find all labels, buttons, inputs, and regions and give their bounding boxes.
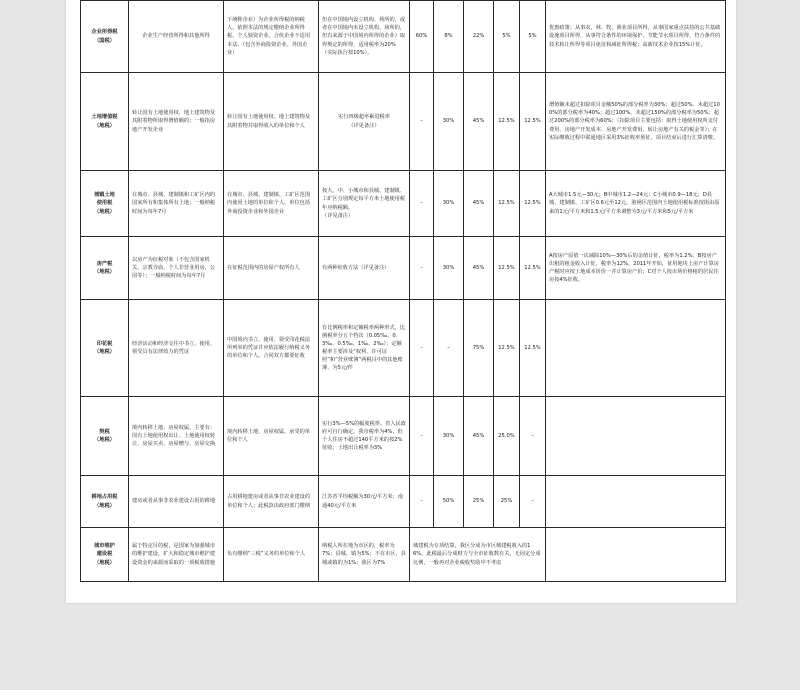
scope-cell: 在城市、县城、建制镇、工矿区范围内使用土地的单位和个人，单位包括外商投资企业和外国企业	[224, 171, 319, 237]
share-2: 50%	[434, 476, 464, 528]
share-4: 25.0%	[494, 397, 520, 476]
rate-cell: 江苏省平均税额为30元/平方米；南通40元/平方米	[319, 476, 410, 528]
share-3: 22%	[464, 1, 494, 73]
tax-name: 城市维护 建设税 （地税）	[81, 528, 129, 582]
taxpayer-desc: 在城市、县城、建制镇和工矿区内的国家所有和集体所有土地；一般纳税时间为每年7月	[129, 171, 224, 237]
rate-cell: 纳税人所在地为市区的，税率为7%；县城、镇为5%；不在市区、县城或镇的为1%；我区为7%	[319, 528, 410, 582]
share-1: –	[410, 300, 434, 397]
share-3: 75%	[464, 300, 494, 397]
taxpayer-desc: 企业生产经营所得和其他所得	[129, 1, 224, 73]
share-5: 12.5%	[520, 300, 546, 397]
table-row	[81, 397, 726, 476]
table-row	[81, 73, 726, 171]
share-1: –	[410, 237, 434, 300]
share-4: 12.5%	[494, 237, 520, 300]
share-4: 25%	[494, 476, 520, 528]
share-1: –	[410, 171, 434, 237]
table-row	[81, 300, 726, 397]
scope-cell: 下统称企业）为企业所得税的纳税人，依照本法的规定缴纳企业所得税。个人独资企业、合伙企业不适用本法。（包含外商投资企业、外国企业）	[224, 1, 319, 73]
share-2: 30%	[434, 171, 464, 237]
share-3: 45%	[464, 237, 494, 300]
notes-cell	[546, 300, 726, 397]
tax-table	[80, 0, 726, 582]
notes-cell: 增值额未超过扣除项目金额50%的部分税率为30%；超过50%、未超过100%的部分税率为40%；超过100%、未超过150%的部分税率为50%；超过200%的部分税率为60%；（扣除项目主要包括：取得土地使用权所支付费用、房地产开发成本、房地产开发费用、转让房地产有关的税金等）；在实际缴收过程中联通地区采用3%征收率预征，项目结束后进行汇算清缴。	[546, 73, 726, 171]
share-2: 30%	[434, 397, 464, 476]
scope-cell: 中国境内书立、使用、领受印花税法所列举的凭证并应依法履行纳税义务的单位和个人。合同双方都要征收	[224, 300, 319, 397]
table-row	[81, 1, 726, 73]
spreadsheet-page	[66, 0, 736, 603]
scope-cell: 在征税范围内的房屋产权所有人	[224, 237, 319, 300]
tax-name: 耕地占用税 （地税）	[81, 476, 129, 528]
table-row	[81, 476, 726, 528]
share-3: 25%	[464, 476, 494, 528]
share-5: 12.5%	[520, 171, 546, 237]
taxpayer-desc: 经济活动和经济交往中书立、使用、领受具有法律效力的凭证	[129, 300, 224, 397]
share-merged-cell: 城建税为专项结算，我区分成为市区城建税收入的16%。此税最后分成财力与全市征收数有关，无固定分成比例，一般再对企业税收奖励中不考虑	[410, 528, 546, 582]
table-row	[81, 528, 726, 582]
share-3: 45%	[464, 397, 494, 476]
share-4: 12.5%	[494, 171, 520, 237]
notes-cell	[546, 397, 726, 476]
taxpayer-desc: 以房产为征税对象（不包含国家机关、宗教寺庙、个人非营业用房、公园等）；一般纳税时间为每年7月	[129, 237, 224, 300]
share-5: 5%	[520, 1, 546, 73]
share-1: –	[410, 73, 434, 171]
share-5: 12.5%	[520, 237, 546, 300]
table-row	[81, 237, 726, 300]
share-2: 30%	[434, 73, 464, 171]
notes-cell	[546, 476, 726, 528]
taxpayer-desc: 转让国有土地使用权、地上建筑物及其附着物所取得增值额的；一般指房地产开发企业	[129, 73, 224, 171]
share-1: –	[410, 397, 434, 476]
share-3: 45%	[464, 73, 494, 171]
scope-cell: 负有缴纳“三税”义务的单位和个人	[224, 528, 319, 582]
taxpayer-desc: 境内转移土地、房屋权属，主要有：国有土地使用权出让、土地使用权转让、房屋买卖、房屋赠与、房屋交换	[129, 397, 224, 476]
share-4: 12.5%	[494, 73, 520, 171]
share-5: –	[520, 476, 546, 528]
rate-cell: 有两种征收方法（详见备注）	[319, 237, 410, 300]
tax-name: 企业所得税 （国税）	[81, 1, 129, 73]
table-row	[81, 171, 726, 237]
share-3: 45%	[464, 171, 494, 237]
rate-cell: 但在中国境内设立机构、场所的，或者在中国境内未设立机构、场所的，但有来源于中国境内所得的企业）取得规定的所得，适用税率为20%（实际执行按10%）。	[319, 1, 410, 73]
tax-name: 印花税 （地税）	[81, 300, 129, 397]
share-1: 60%	[410, 1, 434, 73]
rate-cell: 有比例税率和定额税率两种形式，比例税率分五个档次（0.05‰、0.3‰、0.5‰、1‰、2‰）；定额税率主要涉及“权利、许可证照”和“营业账簿”两税目中的其他账簿，为5元/件	[319, 300, 410, 397]
tax-name: 城镇土地 使用税 （地税）	[81, 171, 129, 237]
notes-cell: A按房产原值一次减除10%—30%后的余值计征，税率为1.2%；B按房产出租的租金收入计征，税率为12%。2011年开始，征用地块上房产计算房产税时应按土地成本折价一并计算房产价；C对个人按市场价格租的居民住房按4%征收。	[546, 237, 726, 300]
share-4: 5%	[494, 1, 520, 73]
share-5: –	[520, 397, 546, 476]
taxpayer-desc: 属于特定目的税，是国家为加强城市的维护建设，扩大和稳定城市维护建设资金的来源而采取的一项税收措施	[129, 528, 224, 582]
scope-cell: 转让国有土地使用权、地上建筑物及其附着物并取得收入的单位和个人	[224, 73, 319, 171]
rate-cell: 按大、中、小城市和县城、建制镇、工矿区分别规定每平方米土地使用税年应纳税额。 （详见备注）	[319, 171, 410, 237]
notes-cell	[546, 528, 726, 582]
rate-cell: 实行四级超率累进税率 （详见备注）	[319, 73, 410, 171]
share-2: 8%	[434, 1, 464, 73]
scope-cell: 占用耕地建房或者从事非农业建设的单位和个人；此税款由政府部门缴纳	[224, 476, 319, 528]
share-5: 12.5%	[520, 73, 546, 171]
share-2: –	[434, 300, 464, 397]
scope-cell: 境内转移土地、房屋权属，承受的单位和个人	[224, 397, 319, 476]
notes-cell: A大城市1.5元—30元；B中城市1.2—24元；C小城市0.9—18元；D县城、建制镇、工矿区0.6元至12元。港闸区范围内土地使用税标准按街由原来的1元/平方米和1.5元/平方米调整为3元/平方米和5元/平方米	[546, 171, 726, 237]
tax-name: 契税 （地税）	[81, 397, 129, 476]
tax-name: 房产税 （地税）	[81, 237, 129, 300]
taxpayer-desc: 建房或者从事非农业建设占用的耕地	[129, 476, 224, 528]
notes-cell: 优惠政策；从事农、林、牧、渔业项目所得，从事国家重点扶持的公共基础设施项目所得，从事符合条件的环境保护、节能节水项目所得，符合条件的技术转让所得等项目免征和减征所得税；高新技术企业按15%计征。	[546, 1, 726, 73]
share-2: 30%	[434, 237, 464, 300]
rate-cell: 实行3%—5%的幅度税率。省人民政府可自行确定。我市税率为4%，但个人住房不超过140平方米的按2%征收；土地出让税率为3%	[319, 397, 410, 476]
share-4: 12.5%	[494, 300, 520, 397]
tax-name: 土地增值税 （地税）	[81, 73, 129, 171]
share-1: –	[410, 476, 434, 528]
